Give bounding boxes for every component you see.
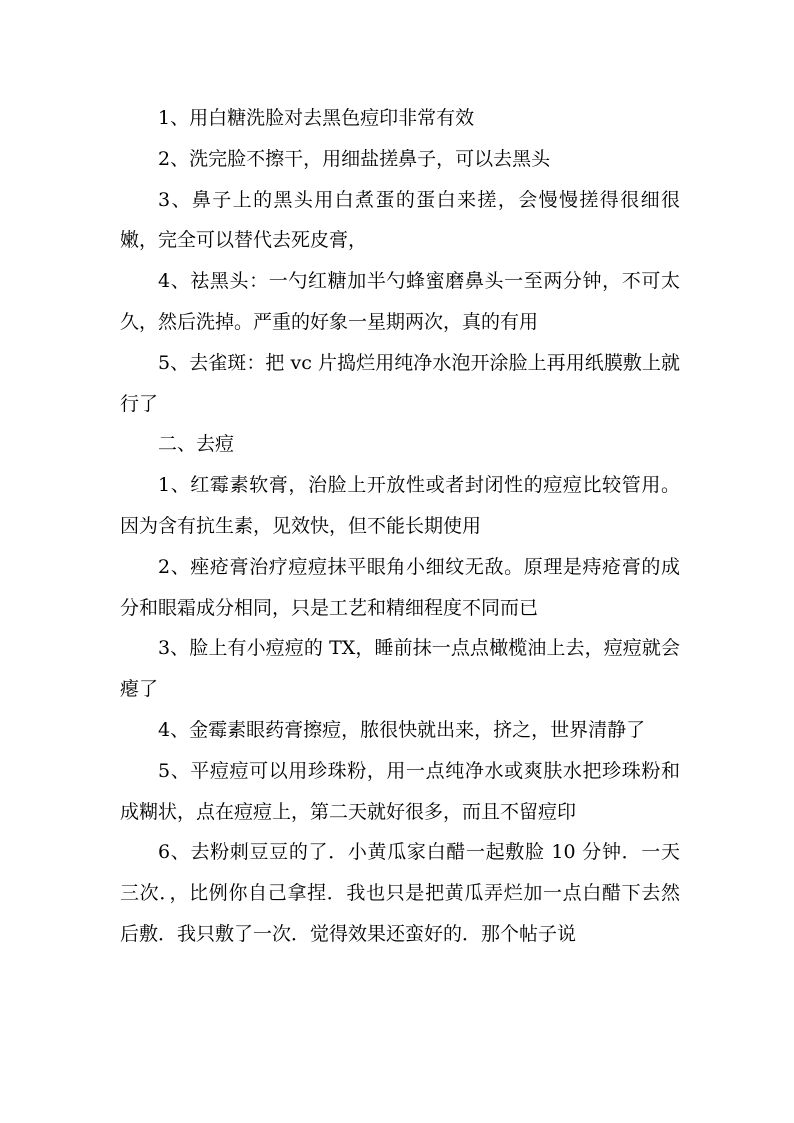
paragraph-4: 4、祛黑头：一勺红糖加半勺蜂蜜磨鼻头一至两分钟，不可太久，然后洗掉。严重的好象一星期两次，真的有用: [120, 270, 680, 333]
paragraph-12: 6、去粉刺豆豆的了．小黄瓜家白醋一起敷脸 10 分钟．一天三次．，比例你自己拿捏．我也只是把黄瓜弄烂加一点白醋下去然后敷．我只敷了一次．觉得效果还蛮好的．那个帖子说: [120, 841, 680, 945]
paragraph-3: 3、鼻子上的黑头用白煮蛋的蛋白来搓，会慢慢搓得很细很嫩，完全可以替代去死皮膏，: [120, 188, 680, 252]
paragraph-11: 5、平痘痘可以用珍珠粉，用一点纯净水或爽肤水把珍珠粉和成糊状，点在痘痘上，第二天就好很多，而且不留痘印: [120, 759, 680, 823]
paragraph-5: 5、去雀斑：把 vc 片捣烂用纯净水泡开涂脸上再用纸膜敷上就行了: [120, 351, 680, 415]
paragraph-8: 2、痤疮膏治疗痘痘抹平眼角小细纹无敌。原理是痔疮膏的成分和眼霜成分相同，只是工艺和精细程度不同而已: [120, 555, 680, 619]
paragraph-10: 4、金霉素眼药膏擦痘，脓很快就出来，挤之，世界清静了: [158, 718, 646, 741]
section-heading-acne: 二、去痘: [158, 433, 235, 456]
paragraph-9: 3、脸上有小痘痘的 TX，睡前抹一点点橄榄油上去，痘痘就会瘪了: [120, 637, 680, 701]
paragraph-7: 1、红霉素软膏，治脸上开放性或者封闭性的痘痘比较管用。因为含有抗生素，见效快，但不能长期使用: [120, 474, 680, 537]
document-body: [120, 98, 680, 955]
paragraph-1: 1、用白糖洗脸对去黑色痘印非常有效: [158, 107, 475, 129]
paragraph-2: 2、洗完脸不擦干，用细盐搓鼻子，可以去黑头: [158, 147, 551, 170]
